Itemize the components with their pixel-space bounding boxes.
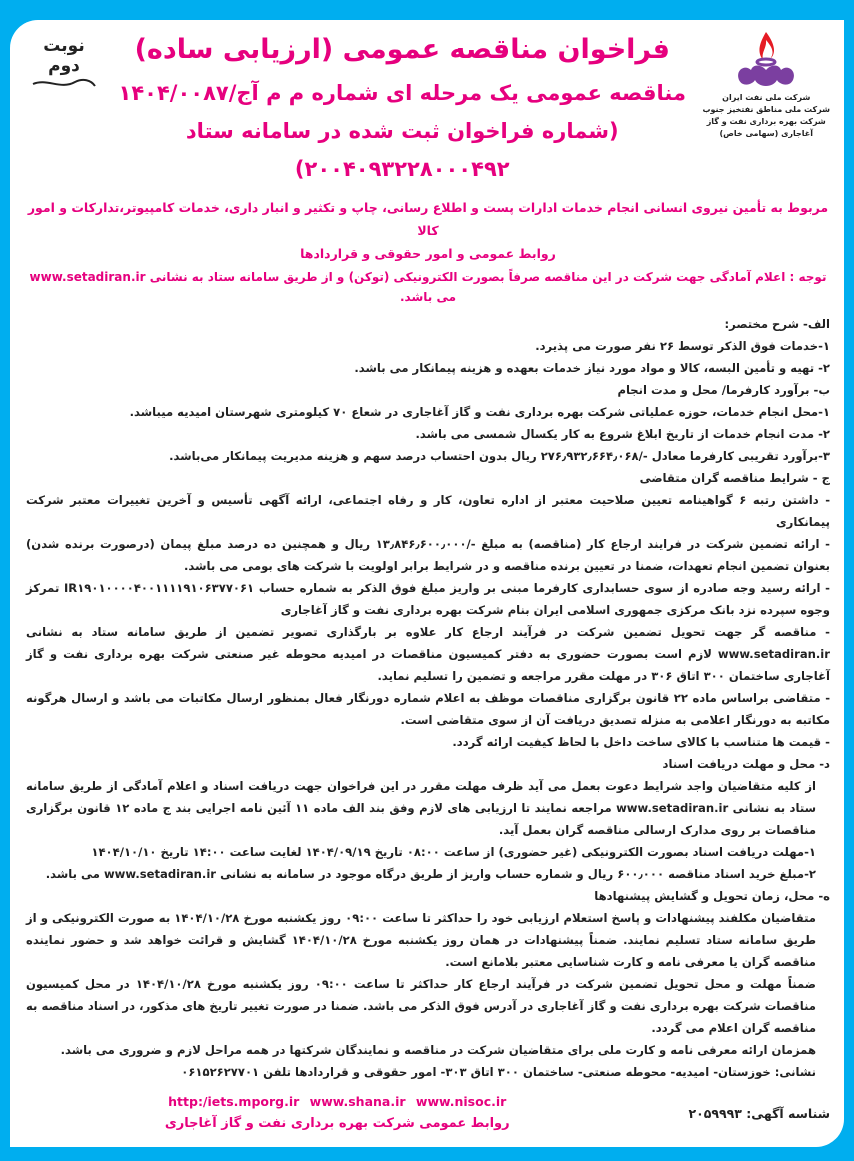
paragraph: - داشتن رتبه ۶ گواهینامه تعیین صلاحیت معتبر از اداره تعاون، کار و رفاه اجتماعی، ارائه آگهی تأسیس و آخرین تغییرات معتبر شرکت پیمانکاری bbox=[26, 493, 831, 529]
address: نشانی: خوزستان- امیدیه- محوطه صنعتی- ساختمان ۳۰۰ اتاق ۳۰۳- امور حقوقی و قراردادها تلفن ۰۶۱۵۲۶۲۷۷۰۱ bbox=[181, 1065, 816, 1079]
flourish-icon bbox=[31, 76, 97, 90]
page-title: فراخوان مناقصه عمومی (ارزیابی ساده) bbox=[134, 34, 670, 65]
paragraph: - متقاضی براساس ماده ۲۲ قانون برگزاری مناقصات موظف به اعلام شماره دورنگار فعال بمنظور ارسال مکاتبات می باشد و ارسال هرگونه مکاتبه به دورنگار اعلامی به منزله تصدیق دریافت آن از سوی متقاضی است. bbox=[26, 691, 831, 727]
paragraph: ۱-خدمات فوق الذکر توسط ۲۶ نفر صورت می پذیرد. bbox=[535, 339, 830, 353]
paragraph: متقاضیان مکلفند پیشنهادات و پاسخ استعلام ارزیابی خود را حداکثر تا ساعت ۰۹:۰۰ روز یکشنبه مورخ ۱۴۰۴/۱۰/۲۸ به صورت الکترونیکی و از طریق سامانه ستاد تسلیم نمایند. ضمناً پیشنهادات در همان روز یکشنبه مورخ ۱۴۰۴/۱۰/۲۸ گشایش و قرائت خواهد شد و حضور نماینده مناقصه گران یا معرفی نامه و کارت شناسایی معتبر بلامانع است. bbox=[26, 911, 817, 969]
tender-notice bbox=[10, 20, 844, 1147]
footer-center bbox=[26, 1091, 648, 1135]
paragraph: ۲-مبلغ خرید اسناد مناقصه ۶۰۰٫۰۰۰ ریال و شماره حساب واریز از طریق درگاه موجود در سامانه به نشانی www.setadiran.ir می باشد. bbox=[45, 867, 816, 881]
section-heading: ب- برآورد کارفرما/ محل و مدت انجام bbox=[617, 383, 830, 397]
section-heading: ج - شرایط مناقصه گران متقاضی bbox=[639, 471, 830, 485]
paragraph: از کلیه متقاضیان واجد شرایط دعوت بعمل می آید ظرف مهلت مقرر در این فراخوان جهت دریافت اسناد و اعلام آمادگی از طریق سامانه ستاد به نشانی www.setadiran.ir مراجعه نمایند تا ارزیابی های لازم وفق بند الف ماده ۱۱ آئین نامه اجرایی بند ج ماده ۱۲ قانون برگزاری مناقصات بر روی مدارک ارسالی مناقصه گران بعمل آید. bbox=[26, 779, 816, 837]
paragraph: همزمان ارائه معرفی نامه و کارت ملی برای متقاضیان شرکت در مناقصه و نمایندگان شرکتها در همه مراحل لازم و ضروری می باشد. bbox=[60, 1043, 816, 1057]
paragraph: - مناقصه گر جهت تحویل تضمین شرکت در فرآیند ارجاع کار علاوه بر بارگذاری تصویر تضمین از طریق سامانه ستاد به نشانی www.setadiran.ir لازم است بصورت حضوری به دفتر کمیسیون مناقصات در امیدیه محوطه غیر صنعتی شرکت بهره برداری نفت و گاز آغاجاری ساختمان ۳۰۰ اتاق ۳۰۶ در مهلت مقرر مراجعه و تضمین را تسلیم نماید. bbox=[26, 625, 830, 683]
subject-line: مربوط به تأمین نیروی انسانی انجام خدمات ادارات پست و اطلاع رسانی، چاپ و تکثیر و انبار داری، خدمات کامپیوتر،تدارکات و امور کالا bbox=[27, 200, 829, 238]
section-heading: الف- شرح مختصر: bbox=[724, 317, 830, 331]
logo-line: شرکت بهره برداری نفت و گاز bbox=[706, 117, 826, 126]
paragraph: - ارائه تضمین شرکت در فرایند ارجاع کار (مناقصه) به مبلغ -/۱۳٫۸۴۶٫۶۰۰٫۰۰۰ ریال و همچنین ده درصد مبلغ پیمان (درصورت برنده شدن) بعنوان تضمین انجام تعهدات، ضمنا در تعیین برنده مناقصه و در شرایط برابر اولویت با شرکت های بومی می باشد. bbox=[26, 537, 830, 573]
paragraph: ۲- تهیه و تأمین البسه، کالا و مواد مورد نیاز خدمات بعهده و هزینه پیمانکار می باشد. bbox=[354, 361, 830, 375]
company-logo bbox=[702, 30, 830, 140]
footer-links[interactable]: http:/iets.mporg.ir www.shana.ir www.nisoc.ir bbox=[168, 1094, 507, 1109]
tender-subject bbox=[26, 196, 830, 265]
tender-body bbox=[26, 313, 830, 1083]
paragraph: ۳-برآورد تقریبی کارفرما معادل -/۲۷۶٫۹۳۲٫۶۶۴٫۰۶۸ ریال بدون احتساب درصد سهم و هزینه مدیریت پیمانکار می‌باشد. bbox=[169, 449, 830, 463]
paragraph: - قیمت ها متناسب با کالای ساخت داخل با لحاظ کیفیت ارائه گردد. bbox=[452, 735, 830, 749]
notice: توجه : اعلام آمادگی جهت شرکت در این مناقصه صرفاً بصورت الکترونیکی (توکن) و از طریق سامانه ستاد به نشانی www.setadiran.ir می باشد. bbox=[29, 270, 827, 304]
ad-code: شناسه آگهی: ۲۰۵۹۹۹۳ bbox=[688, 1105, 830, 1121]
footer bbox=[26, 1091, 830, 1135]
paragraph: ۱-مهلت دریافت اسناد بصورت الکترونیکی (غیر حضوری) از ساعت ۰۸:۰۰ تاریخ ۱۴۰۴/۰۹/۱۹ لغایت ساعت ۱۴:۰۰ تاریخ ۱۴۰۴/۱۰/۱۰ bbox=[91, 845, 816, 859]
paragraph: ۱-محل انجام خدمات، حوزه عملیاتی شرکت بهره برداری نفت و گاز آغاجاری در شعاع ۷۰ کیلومتری شهرستان امیدیه میباشد. bbox=[129, 405, 830, 419]
section-heading: د- محل و مهلت دریافت اسناد bbox=[662, 757, 830, 771]
logo-line: آغاجاری (سهامی خاص) bbox=[719, 129, 813, 138]
nioc-logo-icon bbox=[731, 30, 801, 92]
paragraph: - ارائه رسید وجه صادره از سوی حسابداری کارفرما مبنی بر واریز مبلغ فوق الذکر به شماره حساب IR۱۹۰۱۰۰۰۰۴۰۰۱۱۱۱۹۱۰۶۳۷۷۰۶۱ تمرکز وجوه سپرده نزد بانک مرکزی جمهوری اسلامی ایران بنام شرکت بهره برداری نفت و گاز آغاجاری bbox=[26, 581, 830, 617]
tender-subtitle: مناقصه عمومی یک مرحله ای شماره م م آج/۱۴۰۴/۰۰۸۷ (شماره فراخوان ثبت شده در سامانه ستاد ۲۰۰۴۰۹۳۲۲۸۰۰۰۴۹۲) bbox=[118, 81, 686, 181]
subject-line: روابط عمومی و امور حقوقی و قراردادها bbox=[300, 246, 556, 261]
header bbox=[26, 30, 830, 188]
section-heading: ه- محل، زمان تحویل و گشایش پیشنهادها bbox=[594, 889, 830, 903]
paragraph: ۲- مدت انجام خدمات از تاریخ ابلاغ شروع به کار یکسال شمسی می باشد. bbox=[415, 427, 830, 441]
title-block bbox=[110, 30, 694, 188]
logo-line: شرکت ملی نفت ایران bbox=[722, 93, 811, 102]
logo-line: شرکت ملی مناطق نفتخیز جنوب bbox=[702, 105, 830, 114]
round-badge-text: نوبت دوم bbox=[43, 36, 85, 76]
round-badge bbox=[26, 30, 102, 90]
paragraph: ضمناً مهلت و محل تحویل تضمین شرکت در فرآیند ارجاع کار حداکثر تا ساعت ۰۹:۰۰ روز یکشنبه مورخ ۱۴۰۴/۱۰/۲۸ در محل کمیسیون مناقصات شرکت بهره برداری نفت و گاز آغاجاری در آدرس فوق الذکر می باشد. ضمنا در صورت تغییر تاریخ های مذکور، در اسناد مناقصه به مناقصه گران اعلام می گردد. bbox=[26, 977, 816, 1035]
public-relations-signature: روابط عمومی شرکت بهره برداری نفت و گاز آغاجاری bbox=[164, 1116, 510, 1131]
